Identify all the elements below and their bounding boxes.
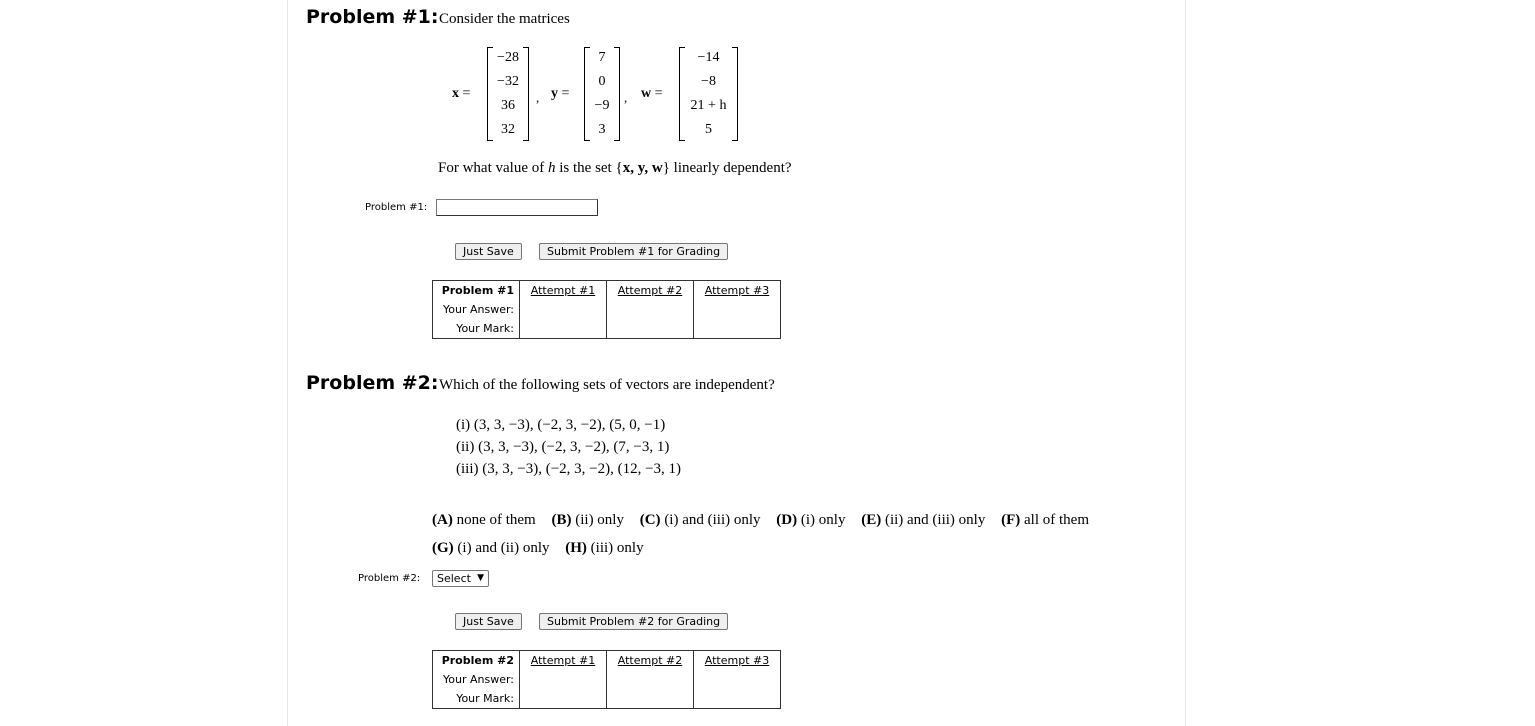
- attempt-3-link[interactable]: Attempt #3: [704, 654, 770, 667]
- chevron-down-icon: ▼: [477, 573, 484, 583]
- matrix-x-entry: −28: [497, 50, 519, 65]
- comma: ,: [536, 90, 540, 105]
- choice-f: (F) all of them: [1001, 512, 1089, 528]
- matrix-y-label: y =: [551, 86, 570, 101]
- problem-1-question: For what value of h is the set {x, y, w} linearly dependent?: [438, 160, 792, 176]
- attempts-problem-header: Problem #2: [441, 654, 514, 667]
- problem-2-attempts-table: [432, 650, 781, 709]
- matrix-x: [487, 47, 529, 139]
- problem-2-answer-select[interactable]: [432, 570, 489, 587]
- problem-2-intro: Which of the following sets of vectors are independent?: [439, 377, 775, 393]
- attempt-column: [694, 651, 781, 709]
- matrix-w-entry: 5: [705, 122, 712, 137]
- problem-1-answer-label: Problem #1:: [365, 202, 428, 213]
- vector-set-option: (iii) (3, 3, −3), (−2, 3, −2), (12, −3, 1): [456, 461, 682, 477]
- attempt-column: [694, 281, 781, 339]
- attempt-2-link[interactable]: Attempt #2: [617, 284, 683, 297]
- comma: ,: [624, 90, 628, 105]
- problem-2-title: Problem #2:: [306, 372, 439, 394]
- matrix-y-entry: 3: [598, 122, 606, 137]
- attempt-3-link[interactable]: Attempt #3: [704, 284, 770, 297]
- matrix-y-entry: 0: [598, 74, 606, 89]
- choice-c: (C) (i) and (iii) only: [639, 512, 761, 528]
- matrix-x-entry: −32: [497, 74, 519, 89]
- select-value: Select: [437, 572, 471, 585]
- your-mark-label: Your Mark:: [456, 322, 514, 335]
- vector-set-option: (i) (3, 3, −3), (−2, 3, −2), (5, 0, −1): [456, 417, 666, 433]
- matrix-w-label: w =: [641, 86, 663, 101]
- left-page-border: [287, 0, 288, 726]
- matrix-w-entry: −8: [701, 74, 716, 89]
- right-page-border: [1185, 0, 1186, 726]
- problem-2-option-list: [456, 414, 681, 480]
- problem-1-submit-button[interactable]: Submit Problem #1 for Grading: [539, 243, 728, 260]
- problem-2-choices: [432, 506, 1152, 562]
- attempt-column: [607, 281, 694, 339]
- choice-a: (A) none of them: [432, 512, 536, 528]
- problem-2-just-save-button[interactable]: Just Save: [455, 613, 522, 630]
- choice-g: (G) (i) and (ii) only: [432, 540, 550, 556]
- problem-2-answer-label: Problem #2:: [358, 573, 421, 584]
- matrix-y-entry: −9: [594, 98, 610, 113]
- attempt-2-link[interactable]: Attempt #2: [617, 654, 683, 667]
- choice-h: (H) (iii) only: [565, 540, 644, 556]
- attempt-column: [607, 651, 694, 709]
- matrix-w-entry: −14: [697, 50, 720, 65]
- problem-1-intro: Consider the matrices: [439, 11, 570, 27]
- attempts-problem-header: Problem #1: [441, 284, 514, 297]
- problem-1-attempts-table: [432, 280, 781, 339]
- matrix-x-entry: 36: [501, 98, 515, 113]
- your-mark-label: Your Mark:: [456, 692, 514, 705]
- vector-set-option: (ii) (3, 3, −3), (−2, 3, −2), (7, −3, 1): [456, 439, 670, 455]
- attempt-1-link[interactable]: Attempt #1: [530, 654, 596, 667]
- matrix-w: [679, 47, 738, 139]
- attempt-column: [520, 651, 607, 709]
- matrix-w-entry: 21 + h: [690, 98, 727, 113]
- matrix-x-entry: 32: [501, 122, 515, 137]
- problem-2-submit-button[interactable]: Submit Problem #2 for Grading: [539, 613, 728, 630]
- matrix-y: [584, 47, 620, 139]
- choice-e: (E) (ii) and (iii) only: [861, 512, 986, 528]
- attempt-1-link[interactable]: Attempt #1: [530, 284, 596, 297]
- attempts-header-cell: [433, 281, 520, 339]
- problem-1-title: Problem #1:: [306, 6, 439, 28]
- matrix-x-label: x =: [452, 86, 471, 101]
- attempt-column: [520, 281, 607, 339]
- choice-b: (B) (ii) only: [551, 512, 624, 528]
- your-answer-label: Your Answer:: [442, 303, 514, 316]
- matrix-y-entry: 7: [598, 50, 606, 65]
- attempts-header-cell: [433, 651, 520, 709]
- choice-d: (D) (i) only: [776, 512, 846, 528]
- problem-1-answer-input[interactable]: [436, 199, 598, 216]
- problem-1-just-save-button[interactable]: Just Save: [455, 243, 522, 260]
- your-answer-label: Your Answer:: [442, 673, 514, 686]
